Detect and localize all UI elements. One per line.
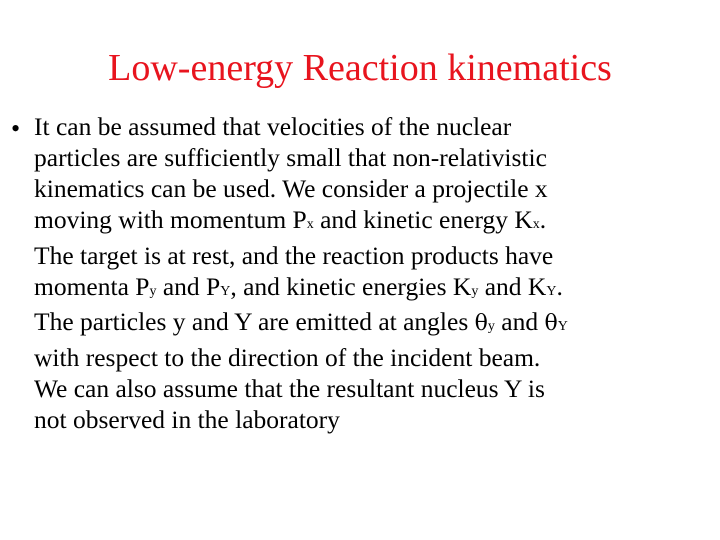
text-line-4: moving with momentum Px and kinetic energy Kx.: [34, 204, 547, 234]
text-line-1: It can be assumed that velocities of the nuclear: [34, 112, 512, 141]
text-line-5: The target is at rest, and the reaction products have: [34, 240, 554, 270]
bullet-text: [34, 112, 718, 436]
text-line-6: momenta Py and PY, and kinetic energies Ky and KY.: [34, 271, 563, 301]
text-line-10: not observed in the laboratory: [34, 405, 340, 435]
slide-title: Low-energy Reaction kinematics: [108, 47, 612, 89]
text-line-8: with respect to the direction of the incident beam.: [34, 343, 541, 373]
text-line-2: particles are sufficiently small that non-relativistic: [34, 142, 547, 172]
text-line-7: The particles y and Y are emitted at angles θy and θY: [34, 307, 568, 337]
bullet-icon: •: [11, 114, 21, 143]
text-line-9: We can also assume that the resultant nucleus Y is: [34, 374, 545, 404]
text-line-3: kinematics can be used. We consider a projectile x: [34, 173, 548, 203]
